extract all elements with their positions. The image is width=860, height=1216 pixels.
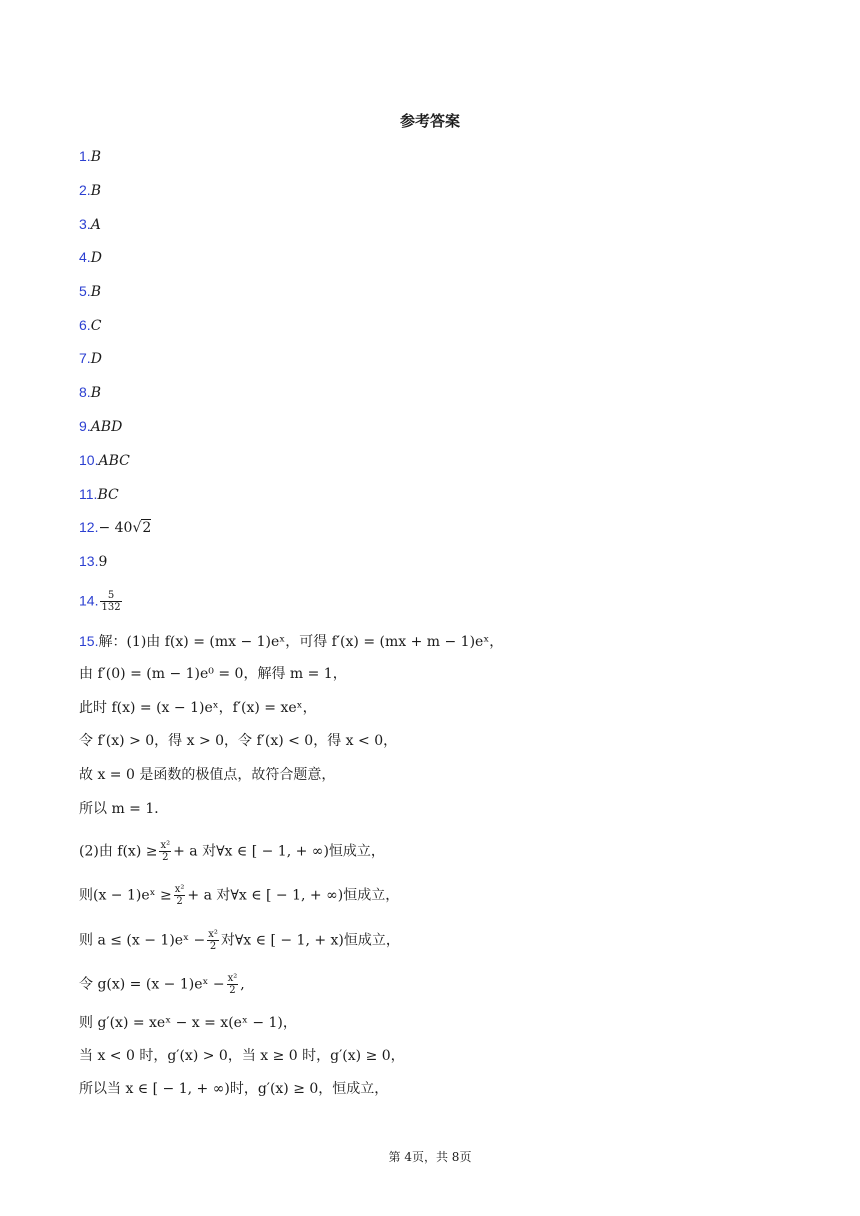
answer-text: D [90,250,102,266]
solution-text: 则(x − 1)eˣ ≥ [79,887,172,904]
solution-line-7 [79,840,385,863]
answer-13 [79,551,107,572]
fraction [100,590,121,613]
solution-line-3: 此时 f(x) = (x − 1)eˣ，f′(x) = xeˣ， [79,700,317,716]
fraction-numerator: x² [227,973,238,984]
fraction [174,884,186,907]
solution-text: 则 a ≤ (x − 1)eˣ − [79,932,206,949]
answer-10 [79,450,130,471]
answer-text: ABC [98,453,130,469]
answer-text: A [90,217,101,233]
answer-text: B [90,385,101,401]
fraction [207,929,219,952]
page-title: 参考答案 [399,112,460,130]
answer-12 [79,517,151,538]
fraction [227,973,239,996]
page-footer: 第 4页，共 8页 [388,1150,472,1164]
fraction-denominator: 2 [162,852,169,863]
answer-number: 11. [79,486,98,502]
answer-text: B [90,284,101,300]
answer-number: 1. [79,148,91,164]
answer-number: 3. [79,216,91,232]
solution-line-4: 令 f′(x) > 0，得 x > 0，令 f′(x) < 0，得 x < 0， [79,733,398,749]
answer-7 [79,348,102,369]
answer-number: 13. [79,553,99,569]
answer-2 [79,180,101,201]
answer-text: B [90,183,101,199]
solution-line-2: 由 f′(0) = (m − 1)e⁰ = 0，解得 m = 1， [79,666,347,682]
fraction-denominator: 2 [176,896,183,907]
sqrt-sign: √ [132,520,142,536]
fraction-numerator: 5 [100,590,121,602]
answer-text: BC [97,487,119,503]
fraction-denominator: 2 [229,985,236,996]
answer-14 [79,590,124,613]
solution-text: + a 对∀x ∈ [ − 1, + ∞)恒成立， [173,843,385,860]
answer-number: 14. [79,592,99,609]
solution-line-5: 故 x = 0 是函数的极值点，故符合题意， [79,767,336,783]
answer-6 [79,315,101,336]
answer-number: 7. [79,350,91,366]
sqrt-radicand: 2 [142,520,152,536]
solution-text: , [240,976,245,993]
answer-number: 4. [79,249,91,265]
answer-11 [79,484,119,505]
solution-text: 对∀x ∈ [ − 1, + x)恒成立， [220,932,400,949]
solution-line-10 [79,973,245,996]
answer-5 [79,281,101,302]
answer-text: 9 [98,554,108,570]
solution-line-8 [79,884,399,907]
solution-text: + a 对∀x ∈ [ − 1, + ∞)恒成立， [187,887,400,904]
answer-number: 10. [79,452,99,468]
answer-8 [79,382,101,403]
answer-text: C [90,318,102,334]
answer-text: ABD [90,419,123,435]
answer-4 [79,247,102,268]
answer-number: 8. [79,384,91,400]
solution-text: (2)由 f(x) ≥ [79,843,158,860]
answer-number: 5. [79,283,91,299]
answer-9 [79,416,122,437]
answer-text: D [90,351,102,367]
solution-line-9 [79,929,400,952]
solution-text: 令 g(x) = (x − 1)eˣ − [79,976,225,993]
fraction-denominator: 2 [209,941,217,952]
answer-1 [79,146,101,167]
answer-number: 2. [79,182,91,198]
solution-line-1 [79,631,503,652]
fraction-numerator: x² [174,884,185,895]
solution-line-6: 所以 m = 1． [79,801,169,817]
solution-line-13: 所以当 x ∈ [ − 1, + ∞)时，g′(x) ≥ 0，恒成立， [79,1081,389,1097]
fraction-denominator: 132 [101,602,121,613]
answer-text: B [90,149,101,165]
answer-3 [79,214,101,235]
solution-text: 解：(1)由 f(x) = (mx − 1)eˣ，可得 f′(x) = (mx + m − 1)eˣ， [98,634,504,650]
answer-number: 15. [79,633,99,649]
solution-line-12: 当 x < 0 时，g′(x) > 0，当 x ≥ 0 时，g′(x) ≥ 0， [79,1048,405,1064]
fraction [159,840,171,863]
answer-number: 9. [79,418,91,434]
answer-prefix: − 40 [98,520,133,536]
answer-number: 6. [79,317,91,333]
answer-number: 12. [79,519,99,535]
fraction-numerator: x² [208,929,218,940]
solution-line-11: 则 g′(x) = xeˣ − x = x(eˣ − 1)， [79,1015,297,1031]
fraction-numerator: x² [160,840,171,851]
